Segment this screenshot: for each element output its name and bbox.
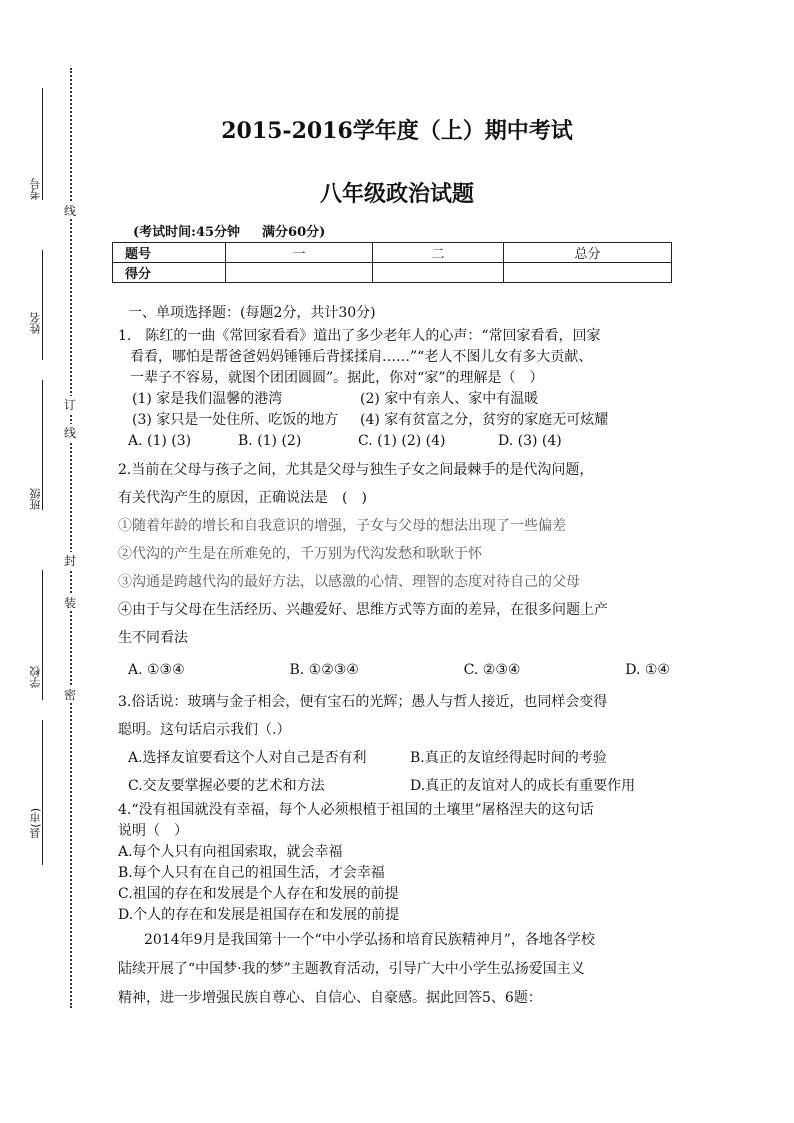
passage-line: 2014年9月是我国第十一个“中小学弘扬和培育民族精神月”，各地各学校: [144, 932, 595, 948]
q2-option-b: B. ①②③④: [289, 662, 359, 678]
q2-item: ②代沟的产生是在所难免的，千万别为代沟发愁和耿耿于怀: [118, 546, 482, 562]
score-cell-part2[interactable]: [373, 263, 504, 283]
q4-option-a: A.每个人只有向祖国索取，就会幸福: [118, 844, 343, 860]
q1-line: 1. 陈红的一曲《常回家看看》道出了多少老年人的心声：“常回家看看，回家: [118, 328, 601, 344]
seal-mark-feng: 封: [63, 554, 76, 568]
score-table: [112, 242, 672, 283]
exam-title: 2015-2016学年度（上）期中考试: [221, 118, 573, 144]
q1-option-c: C. (1) (2) (4): [358, 433, 446, 449]
county-line: [42, 720, 43, 865]
passage-line: 精神，进一步增强民族自尊心、自信心、自豪感。据此回答5、6题：: [118, 990, 542, 1006]
score-table-header-cell: 总分: [504, 243, 672, 263]
q2-options: [118, 656, 678, 684]
binding-margin: [0, 0, 80, 1123]
school-label: 学校: [29, 666, 42, 688]
question-4: [118, 800, 678, 926]
passage-line: 陆续开展了“中国梦·我的梦”主题教育活动，引导广大中小学生弘扬爱国主义: [118, 961, 585, 977]
question-3: [118, 688, 678, 800]
question-1: [118, 326, 678, 452]
score-table-header-cell: 二: [373, 243, 504, 263]
q2-option-c: C. ②③④: [463, 662, 521, 678]
q3-options-row: [118, 744, 678, 772]
score-cell-part1[interactable]: [226, 263, 373, 283]
q1-item: (4) 家有贫富之分，贫穷的家庭无可炫耀: [360, 412, 609, 428]
county-label: 县(市): [29, 808, 42, 839]
q1-option-a: A. (1) (3): [128, 433, 192, 449]
q1-line: 看看，哪怕是帮爸爸妈妈锤锤后背揉揉肩……”“老人不图儿女有多大贡献、: [130, 349, 593, 365]
seal-mark-ding: 订: [63, 398, 76, 412]
score-row-label: 得分: [113, 263, 226, 283]
q3-option-b: B.真正的友谊经得起时间的考验: [410, 750, 607, 766]
q2-item: ①随着年龄的增长和自我意识的增强，子女与父母的想法出现了一些偏差: [118, 518, 566, 534]
class-label: 班级: [29, 488, 42, 510]
q2-item: ④由于与父母在生活经历、兴趣爱好、思维方式等方面的差异，在很多问题上产: [118, 602, 608, 618]
passage: [118, 926, 678, 1013]
exam-content: [118, 303, 678, 1013]
seal-mark-mi: 密: [63, 688, 76, 702]
school-line: [42, 570, 43, 700]
score-cell-total[interactable]: [504, 263, 672, 283]
q1-item: (1) 家是我们温馨的港湾: [132, 391, 283, 407]
q1-option-d: D. (3) (4): [498, 433, 562, 449]
q3-option-c: C.交友要掌握必要的艺术和方法: [128, 778, 325, 794]
q1-item: (3) 家只是一处住所、吃饭的地方: [132, 412, 339, 428]
exam-full-score: 满分60分): [262, 225, 326, 240]
section-1-title: 一、单项选择题：(每题2分，共计30分): [128, 305, 376, 321]
q4-line: 4.“没有祖国就没有幸福，每个人必须根植于祖国的土壤里”屠格涅夫的这句话: [118, 802, 594, 818]
seal-mark-zhuang: 装: [63, 596, 76, 610]
q4-option-c: C.祖国的存在和发展是个人存在和发展的前提: [118, 886, 399, 902]
score-table-header-row: [113, 243, 672, 263]
q3-options-row: [118, 772, 678, 800]
exam-info: [133, 221, 347, 240]
q3-option-d: D.真正的友谊对人的成长有重要作用: [410, 778, 636, 794]
exam-number-label: 考号: [29, 178, 42, 200]
q4-line: 说明（ ）: [118, 823, 188, 839]
q2-item: ③沟通是跨越代沟的最好方法，以感激的心情、理智的态度对待自己的父母: [118, 574, 580, 590]
question-2: [118, 456, 678, 684]
seal-mark-line-1: 线: [63, 204, 76, 218]
seal-mark-line-2: 线: [63, 426, 76, 440]
q1-option-b: B. (1) (2): [238, 433, 302, 449]
q2-option-d: D. ①④: [625, 662, 670, 678]
name-line: [42, 250, 43, 360]
q3-line: 3.俗话说：玻璃与金子相会，便有宝石的光辉；愚人与哲人接近，也同样会变得: [118, 694, 608, 710]
q1-line: 一辈子不容易，就图个团团圆圆”。据此，你对“家”的理解是（ ）: [130, 370, 544, 386]
q3-line: 聪明。这句话启示我们（.）: [118, 722, 291, 738]
exam-subtitle: 八年级政治试题: [319, 181, 474, 207]
q2-line: 有关代沟产生的原因，正确说法是 ( ): [118, 490, 367, 506]
q2-option-a: A. ①③④: [128, 662, 185, 678]
q1-item: (2) 家中有亲人、家中有温暖: [360, 391, 539, 407]
class-line: [42, 380, 43, 510]
q2-item: 生不同看法: [118, 630, 188, 646]
name-label: 姓名: [29, 312, 42, 334]
exam-time: (考试时间:45分钟: [133, 225, 241, 240]
q3-option-a: A.选择友谊要看这个人对自己是否有利: [128, 750, 367, 766]
q2-line: 2.当前在父母与孩子之间，尤其是父母与独生子女之间最棘手的是代沟问题，: [118, 462, 594, 478]
score-table-header-cell: 一: [226, 243, 373, 263]
score-table-header-cell: 题号: [113, 243, 226, 263]
q4-option-d: D.个人的存在和发展是祖国存在和发展的前提: [118, 907, 400, 923]
score-table-score-row: [113, 263, 672, 283]
q4-option-b: B.每个人只有在自己的祖国生活，才会幸福: [118, 865, 385, 881]
